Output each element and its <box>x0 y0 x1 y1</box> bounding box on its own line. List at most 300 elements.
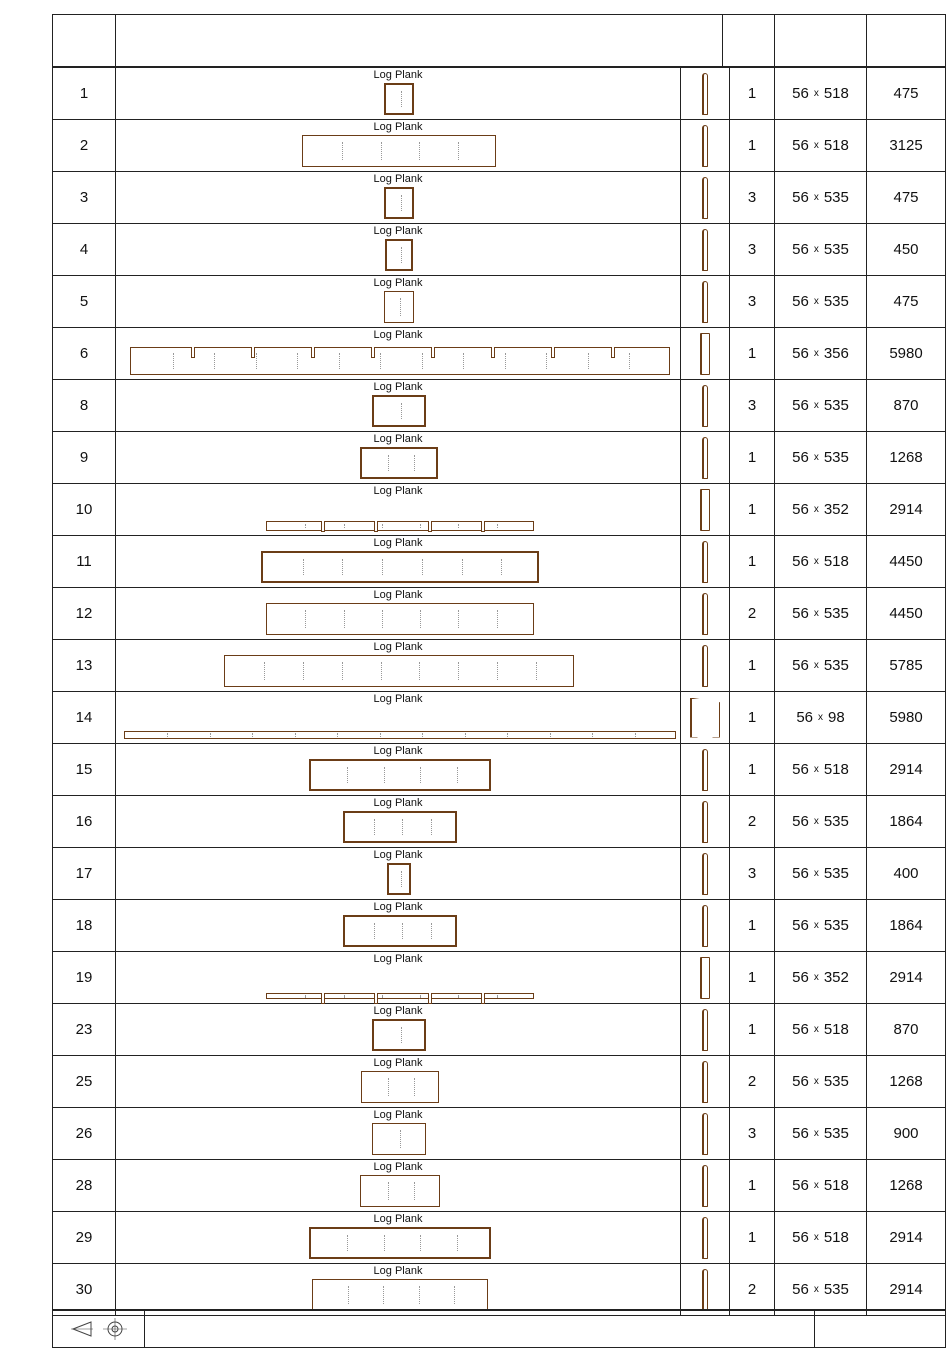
part-drawing <box>116 692 681 743</box>
table-row <box>53 276 945 328</box>
section-width: 56 <box>792 137 809 154</box>
table-row <box>53 484 945 536</box>
dimension-separator: x <box>813 348 819 359</box>
section-width: 56 <box>792 345 809 362</box>
part-length: 1864 <box>889 813 923 830</box>
plank-cross-section <box>681 68 730 119</box>
part-drawing <box>116 432 681 483</box>
part-section-size <box>775 120 867 171</box>
plank-cross-section <box>681 1108 730 1159</box>
plank-cross-section <box>681 1212 730 1263</box>
section-width: 56 <box>792 1021 809 1038</box>
part-number: 5 <box>53 276 116 327</box>
title-block <box>53 1309 945 1347</box>
part-quantity: 2 <box>730 796 775 847</box>
part-drawing <box>116 640 681 691</box>
plank-cross-section <box>681 484 730 535</box>
table-row <box>53 1212 945 1264</box>
part-number: 13 <box>53 640 116 691</box>
plank-elevation <box>384 291 414 323</box>
part-drawing <box>116 484 681 535</box>
dimension-separator: x <box>813 244 819 255</box>
part-number: 11 <box>53 536 116 587</box>
part-quantity: 2 <box>730 1056 775 1107</box>
part-section-size <box>775 1108 867 1159</box>
dimension-separator: x <box>813 192 819 203</box>
plank-elevation <box>387 863 411 895</box>
dimension-separator: x <box>818 712 823 723</box>
plank-label: Log Plank <box>373 537 423 549</box>
table-row <box>53 328 945 380</box>
section-height: 356 <box>823 345 849 362</box>
plank-cross-section <box>681 276 730 327</box>
part-number: 23 <box>53 1004 116 1055</box>
profile-icon <box>702 229 708 271</box>
plank-cross-section <box>681 848 730 899</box>
dimension-separator: x <box>813 972 819 983</box>
table-row <box>53 1004 945 1056</box>
plank-label: Log Plank <box>373 329 423 341</box>
plank-cross-section <box>681 588 730 639</box>
title-block-main-cell <box>144 1311 815 1347</box>
table-row <box>53 120 945 172</box>
part-length: 2914 <box>889 969 923 986</box>
part-section-size <box>775 380 867 431</box>
part-quantity: 3 <box>730 276 775 327</box>
profile-icon <box>702 1009 708 1051</box>
part-quantity: 2 <box>730 1264 775 1315</box>
parts-list-sheet <box>52 14 946 1348</box>
plank-label: Log Plank <box>373 1213 423 1225</box>
table-row <box>53 68 945 120</box>
section-height: 98 <box>828 709 845 726</box>
section-width: 56 <box>792 85 809 102</box>
plank-elevation <box>312 1279 488 1311</box>
part-quantity: 1 <box>730 432 775 483</box>
profile-icon <box>702 281 708 323</box>
part-drawing <box>116 744 681 795</box>
profile-icon <box>702 749 708 791</box>
part-length: 475 <box>893 189 919 206</box>
plank-label: Log Plank <box>373 745 423 757</box>
profile-icon <box>702 541 708 583</box>
profile-icon <box>702 801 708 843</box>
plank-elevation <box>361 1071 439 1103</box>
part-length: 1268 <box>889 1177 923 1194</box>
table-row <box>53 1160 945 1212</box>
header-drawing-cell <box>116 15 723 66</box>
plank-label: Log Plank <box>373 225 423 237</box>
part-section-size <box>775 536 867 587</box>
part-number: 19 <box>53 952 116 1003</box>
plank-label: Log Plank <box>373 69 423 81</box>
plank-elevation <box>130 347 670 375</box>
plank-elevation <box>309 1227 491 1259</box>
part-number: 30 <box>53 1264 116 1315</box>
plank-elevation <box>261 551 539 583</box>
section-height: 535 <box>823 293 849 310</box>
part-length: 870 <box>893 1021 919 1038</box>
plank-label: Log Plank <box>373 797 423 809</box>
section-height: 518 <box>823 1021 849 1038</box>
dimension-separator: x <box>813 1180 819 1191</box>
section-height: 518 <box>823 85 849 102</box>
plank-elevation <box>343 915 457 947</box>
part-number: 8 <box>53 380 116 431</box>
part-length: 3125 <box>889 137 923 154</box>
part-section-size <box>775 1004 867 1055</box>
part-length: 1268 <box>889 449 923 466</box>
section-width: 56 <box>792 189 809 206</box>
part-drawing <box>116 328 681 379</box>
part-quantity: 1 <box>730 640 775 691</box>
section-height: 535 <box>823 917 849 934</box>
section-width: 56 <box>792 1177 809 1194</box>
plank-label: Log Plank <box>373 121 423 133</box>
profile-icon <box>702 437 708 479</box>
plank-cross-section <box>681 1056 730 1107</box>
profile-icon <box>702 645 708 687</box>
profile-icon <box>690 698 720 738</box>
plank-elevation <box>372 1019 426 1051</box>
section-height: 518 <box>823 553 849 570</box>
part-number: 6 <box>53 328 116 379</box>
part-number: 15 <box>53 744 116 795</box>
plank-label: Log Plank <box>373 433 423 445</box>
plank-elevation <box>360 1175 440 1207</box>
section-width: 56 <box>792 397 809 414</box>
section-width: 56 <box>792 1229 809 1246</box>
part-drawing <box>116 1264 681 1315</box>
part-section-size <box>775 432 867 483</box>
plank-elevation <box>224 655 574 687</box>
plank-label: Log Plank <box>373 901 423 913</box>
part-number: 29 <box>53 1212 116 1263</box>
part-drawing <box>116 900 681 951</box>
part-length: 1864 <box>889 917 923 934</box>
dimension-separator: x <box>813 920 819 931</box>
plank-cross-section <box>681 640 730 691</box>
profile-icon <box>700 957 710 999</box>
part-quantity: 2 <box>730 588 775 639</box>
plank-label: Log Plank <box>373 381 423 393</box>
first-angle-projection-icon <box>69 1317 129 1341</box>
part-drawing <box>116 1056 681 1107</box>
part-drawing <box>116 276 681 327</box>
plank-cross-section <box>681 1264 730 1315</box>
section-width: 56 <box>792 605 809 622</box>
plank-elevation <box>266 603 534 635</box>
dimension-separator: x <box>813 1128 819 1139</box>
part-quantity: 3 <box>730 380 775 431</box>
plank-label: Log Plank <box>373 693 423 705</box>
part-section-size <box>775 952 867 1003</box>
plank-cross-section <box>681 120 730 171</box>
section-height: 518 <box>823 137 849 154</box>
plank-elevation <box>309 759 491 791</box>
section-height: 535 <box>823 1073 849 1090</box>
section-height: 518 <box>823 1229 849 1246</box>
plank-elevation <box>124 731 676 739</box>
plank-cross-section <box>681 328 730 379</box>
part-number: 28 <box>53 1160 116 1211</box>
plank-cross-section <box>681 432 730 483</box>
part-quantity: 1 <box>730 536 775 587</box>
part-quantity: 3 <box>730 224 775 275</box>
profile-icon <box>702 1165 708 1207</box>
plank-cross-section <box>681 796 730 847</box>
part-quantity: 3 <box>730 172 775 223</box>
part-section-size <box>775 744 867 795</box>
part-section-size <box>775 1264 867 1315</box>
plank-label: Log Plank <box>373 641 423 653</box>
section-height: 535 <box>823 657 849 674</box>
section-width: 56 <box>792 1125 809 1142</box>
table-row <box>53 952 945 1004</box>
part-length: 900 <box>893 1125 919 1142</box>
part-number: 1 <box>53 68 116 119</box>
part-section-size <box>775 640 867 691</box>
part-quantity: 1 <box>730 952 775 1003</box>
section-width: 56 <box>792 917 809 934</box>
part-length: 400 <box>893 865 919 882</box>
dimension-separator: x <box>813 556 819 567</box>
section-height: 535 <box>823 813 849 830</box>
profile-icon <box>702 73 708 115</box>
plank-cross-section <box>681 744 730 795</box>
part-drawing <box>116 588 681 639</box>
plank-label: Log Plank <box>373 953 423 965</box>
profile-icon <box>702 1113 708 1155</box>
profile-icon <box>702 1217 708 1259</box>
part-number: 18 <box>53 900 116 951</box>
section-height: 518 <box>823 1177 849 1194</box>
dimension-separator: x <box>813 88 819 99</box>
part-section-size <box>775 848 867 899</box>
plank-elevation <box>384 83 414 115</box>
part-drawing <box>116 952 681 1003</box>
plank-cross-section <box>681 952 730 1003</box>
plank-cross-section <box>681 172 730 223</box>
plank-elevation <box>266 521 534 531</box>
part-length: 5980 <box>889 345 923 362</box>
dimension-separator: x <box>813 816 819 827</box>
plank-cross-section <box>681 692 730 743</box>
part-number: 12 <box>53 588 116 639</box>
part-drawing <box>116 380 681 431</box>
part-length: 2914 <box>889 761 923 778</box>
table-row <box>53 380 945 432</box>
part-length: 2914 <box>889 1229 923 1246</box>
section-width: 56 <box>792 1281 809 1298</box>
part-drawing <box>116 1160 681 1211</box>
part-quantity: 1 <box>730 900 775 951</box>
plank-cross-section <box>681 536 730 587</box>
table-row <box>53 848 945 900</box>
table-row <box>53 1056 945 1108</box>
part-quantity: 1 <box>730 1212 775 1263</box>
part-section-size <box>775 900 867 951</box>
part-number: 17 <box>53 848 116 899</box>
plank-elevation <box>384 187 414 219</box>
plank-label: Log Plank <box>373 1057 423 1069</box>
part-drawing <box>116 120 681 171</box>
part-length: 4450 <box>889 553 923 570</box>
plank-cross-section <box>681 380 730 431</box>
section-width: 56 <box>792 293 809 310</box>
part-length: 450 <box>893 241 919 258</box>
part-number: 14 <box>53 692 116 743</box>
part-length: 5980 <box>889 709 923 726</box>
part-quantity: 1 <box>730 328 775 379</box>
part-number: 9 <box>53 432 116 483</box>
part-drawing <box>116 536 681 587</box>
header-length-cell <box>867 15 945 66</box>
section-width: 56 <box>792 657 809 674</box>
part-section-size <box>775 1056 867 1107</box>
dimension-separator: x <box>813 868 819 879</box>
dimension-separator: x <box>813 1232 819 1243</box>
part-quantity: 1 <box>730 1160 775 1211</box>
section-width: 56 <box>792 1073 809 1090</box>
table-row <box>53 1108 945 1160</box>
plank-elevation <box>266 993 534 999</box>
dimension-separator: x <box>813 1284 819 1295</box>
part-quantity: 3 <box>730 848 775 899</box>
table-row <box>53 432 945 484</box>
plank-label: Log Plank <box>373 173 423 185</box>
dimension-separator: x <box>813 504 819 515</box>
part-number: 2 <box>53 120 116 171</box>
section-height: 352 <box>823 501 849 518</box>
part-quantity: 1 <box>730 692 775 743</box>
part-drawing <box>116 848 681 899</box>
plank-elevation <box>385 239 413 271</box>
section-height: 535 <box>823 449 849 466</box>
section-height: 535 <box>823 865 849 882</box>
dimension-separator: x <box>813 452 819 463</box>
part-drawing <box>116 1212 681 1263</box>
table-row <box>53 588 945 640</box>
section-height: 518 <box>823 761 849 778</box>
part-length: 475 <box>893 85 919 102</box>
part-number: 16 <box>53 796 116 847</box>
profile-icon <box>702 853 708 895</box>
section-width: 56 <box>792 449 809 466</box>
plank-elevation <box>343 811 457 843</box>
part-quantity: 1 <box>730 1004 775 1055</box>
section-width: 56 <box>792 553 809 570</box>
section-height: 535 <box>823 189 849 206</box>
part-drawing <box>116 796 681 847</box>
part-drawing <box>116 1108 681 1159</box>
part-quantity: 1 <box>730 120 775 171</box>
part-section-size <box>775 276 867 327</box>
table-row <box>53 900 945 952</box>
part-length: 2914 <box>889 501 923 518</box>
section-height: 535 <box>823 241 849 258</box>
part-length: 870 <box>893 397 919 414</box>
section-height: 535 <box>823 397 849 414</box>
profile-icon <box>702 125 708 167</box>
plank-cross-section <box>681 1160 730 1211</box>
dimension-separator: x <box>813 1024 819 1035</box>
part-quantity: 3 <box>730 1108 775 1159</box>
plank-elevation <box>372 1123 426 1155</box>
part-number: 4 <box>53 224 116 275</box>
part-section-size <box>775 1212 867 1263</box>
part-number: 10 <box>53 484 116 535</box>
section-width: 56 <box>792 969 809 986</box>
part-section-size <box>775 68 867 119</box>
table-row <box>53 640 945 692</box>
table-row <box>53 796 945 848</box>
section-height: 535 <box>823 1125 849 1142</box>
profile-icon <box>700 489 710 531</box>
part-quantity: 1 <box>730 744 775 795</box>
profile-icon <box>702 1269 708 1311</box>
plank-cross-section <box>681 900 730 951</box>
table-row <box>53 692 945 744</box>
part-length: 2914 <box>889 1281 923 1298</box>
dimension-separator: x <box>813 296 819 307</box>
profile-icon <box>700 333 710 375</box>
part-section-size <box>775 328 867 379</box>
table-row <box>53 744 945 796</box>
part-length: 5785 <box>889 657 923 674</box>
plank-label: Log Plank <box>373 1005 423 1017</box>
part-length: 4450 <box>889 605 923 622</box>
part-quantity: 1 <box>730 484 775 535</box>
section-width: 56 <box>792 865 809 882</box>
table-row <box>53 172 945 224</box>
profile-icon <box>702 385 708 427</box>
part-section-size <box>775 692 867 743</box>
dimension-separator: x <box>813 400 819 411</box>
profile-icon <box>702 905 708 947</box>
profile-icon <box>702 177 708 219</box>
part-section-size <box>775 172 867 223</box>
part-drawing <box>116 1004 681 1055</box>
profile-icon <box>702 593 708 635</box>
header-number-cell <box>53 15 116 66</box>
section-width: 56 <box>792 241 809 258</box>
plank-elevation <box>360 447 438 479</box>
part-section-size <box>775 224 867 275</box>
plank-label: Log Plank <box>373 1161 423 1173</box>
plank-label: Log Plank <box>373 485 423 497</box>
section-width: 56 <box>792 501 809 518</box>
part-section-size <box>775 588 867 639</box>
part-length: 475 <box>893 293 919 310</box>
plank-elevation <box>372 395 426 427</box>
dimension-separator: x <box>813 608 819 619</box>
plank-label: Log Plank <box>373 1265 423 1277</box>
profile-icon <box>702 1061 708 1103</box>
plank-label: Log Plank <box>373 589 423 601</box>
dimension-separator: x <box>813 140 819 151</box>
part-section-size <box>775 1160 867 1211</box>
section-height: 535 <box>823 605 849 622</box>
part-drawing <box>116 224 681 275</box>
part-length: 1268 <box>889 1073 923 1090</box>
part-number: 3 <box>53 172 116 223</box>
plank-cross-section <box>681 1004 730 1055</box>
part-number: 26 <box>53 1108 116 1159</box>
projection-symbol <box>53 1311 145 1347</box>
part-drawing <box>116 172 681 223</box>
part-drawing <box>116 68 681 119</box>
